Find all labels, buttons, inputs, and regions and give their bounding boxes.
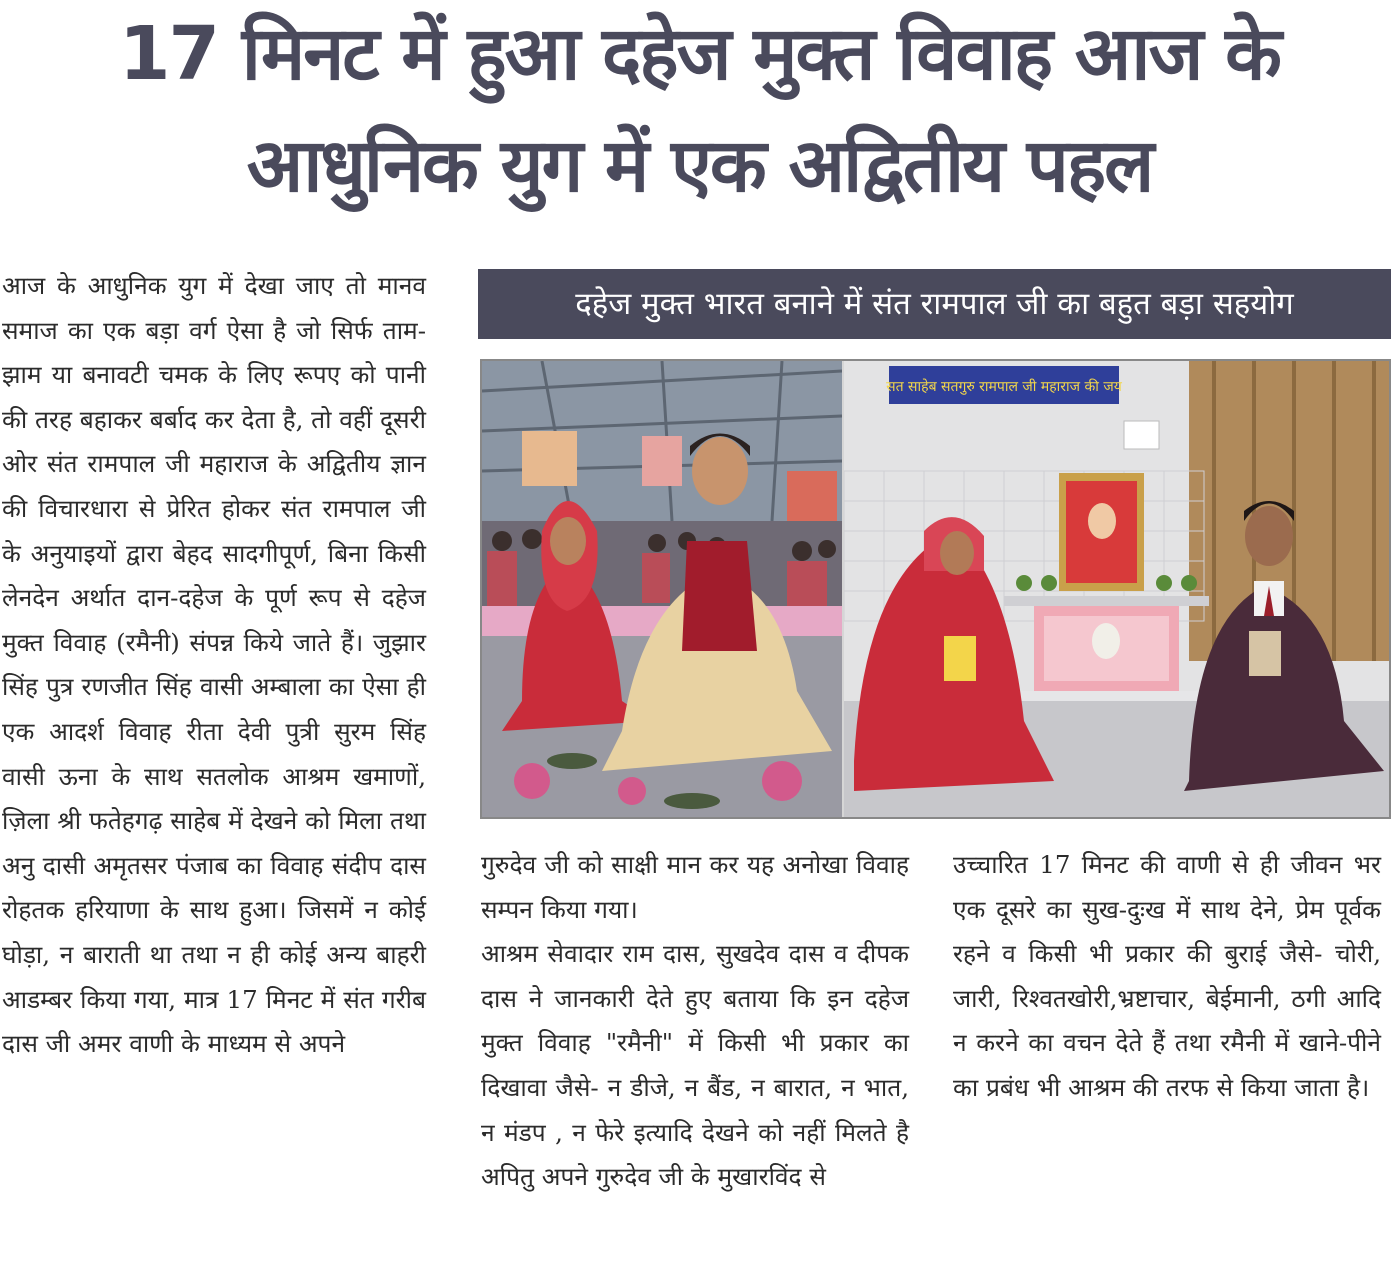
- subheadline: दहेज मुक्त भारत बनाने में संत रामपाल जी का बहुत बड़ा सहयोग: [478, 269, 1391, 339]
- article-right-column: [953, 843, 1381, 1111]
- article-left-column: [2, 264, 426, 1067]
- middle-column-paragraph-1: गुरुदेव जी को साक्षी मान कर यह अनोखा विवाह सम्पन किया गया।: [481, 850, 909, 924]
- right-column-text: उच्चारित 17 मिनट की वाणी से ही जीवन भर एक दूसरे का सुख-दुःख में साथ देने, प्रेम पूर्वक रहने व किसी भी प्रकार की बुराई जैसे- चोरी, जारी, रिश्वतखोरी,भ्रष्टाचार, बेईमानी, ठगी आदि न करने का वचन देते हैं तथा रमैनी में खाने-पीने का प्रबंध भी आश्रम की तरफ से किया जाता है।: [953, 850, 1381, 1102]
- wedding-photo-left: [482, 361, 842, 817]
- headline-line-1: 17 मिनट में हुआ दहेज मुक्त विवाह आज के: [119, 11, 1280, 97]
- article-middle-column: [481, 843, 909, 1200]
- left-column-text: आज के आधुनिक युग में देखा जाए तो मानव समाज का एक बड़ा वर्ग ऐसा है जो सिर्फ ताम-झाम या बनावटी चमक के लिए रूपए को पानी की तरह बहाकर बर्बाद कर देता है, तो वहीं दूसरी ओर संत रामपाल जी महाराज के अद्वितीय ज्ञान की विचारधारा से प्रेरित होकर संत रामपाल जी के अनुयाइयों द्वारा बेहद सादगीपूर्ण, बिना किसी लेनदेन अर्थात दान-दहेज के पूर्ण रूप से दहेज मुक्त विवाह (रमैनी) संपन्न किये जाते हैं। जुझार सिंह पुत्र रणजीत सिंह वासी अम्बाला का ऐसा ही एक आदर्श विवाह रीता देवी पुत्री सुरम सिंह वासी ऊना के साथ सतलोक आश्रम खमाणों, ज़िला श्री फतेहगढ़ साहेब में देखने को मिला तथा अनु दासी अमृतसर पंजाब का विवाह संदीप दास रोहतक हरियाणा के साथ हुआ। जिसमें न कोई घोड़ा, न बाराती था तथा न ही कोई अन्य बाहरी आडम्बर किया गया, मात्र 17 मिनट में संत गरीब दास जी अमर वाणी के माध्यम से अपने: [2, 271, 426, 1059]
- wedding-photo: [480, 359, 1391, 819]
- headline: [0, 0, 1399, 228]
- wedding-photo-right: [844, 361, 1389, 817]
- headline-line-2: आधुनिक युग में एक अद्वितीय पहल: [246, 123, 1153, 209]
- banner-text: सत साहेब सतगुरु रामपाल जी महाराज की जय: [886, 379, 1122, 395]
- middle-column-paragraph-2: आश्रम सेवादार राम दास, सुखदेव दास व दीपक दास ने जानकारी देते हुए बताया कि इन दहेज मुक्त विवाह "रमैनी" में किसी भी प्रकार का दिखावा जैसे- न डीजे, न बैंड, न बारात, न भात, न मंडप , न फेरे इत्यादि देखने को नहीं मिलते है अपितु अपने गुरुदेव जी के मुखारविंद से: [481, 939, 909, 1192]
